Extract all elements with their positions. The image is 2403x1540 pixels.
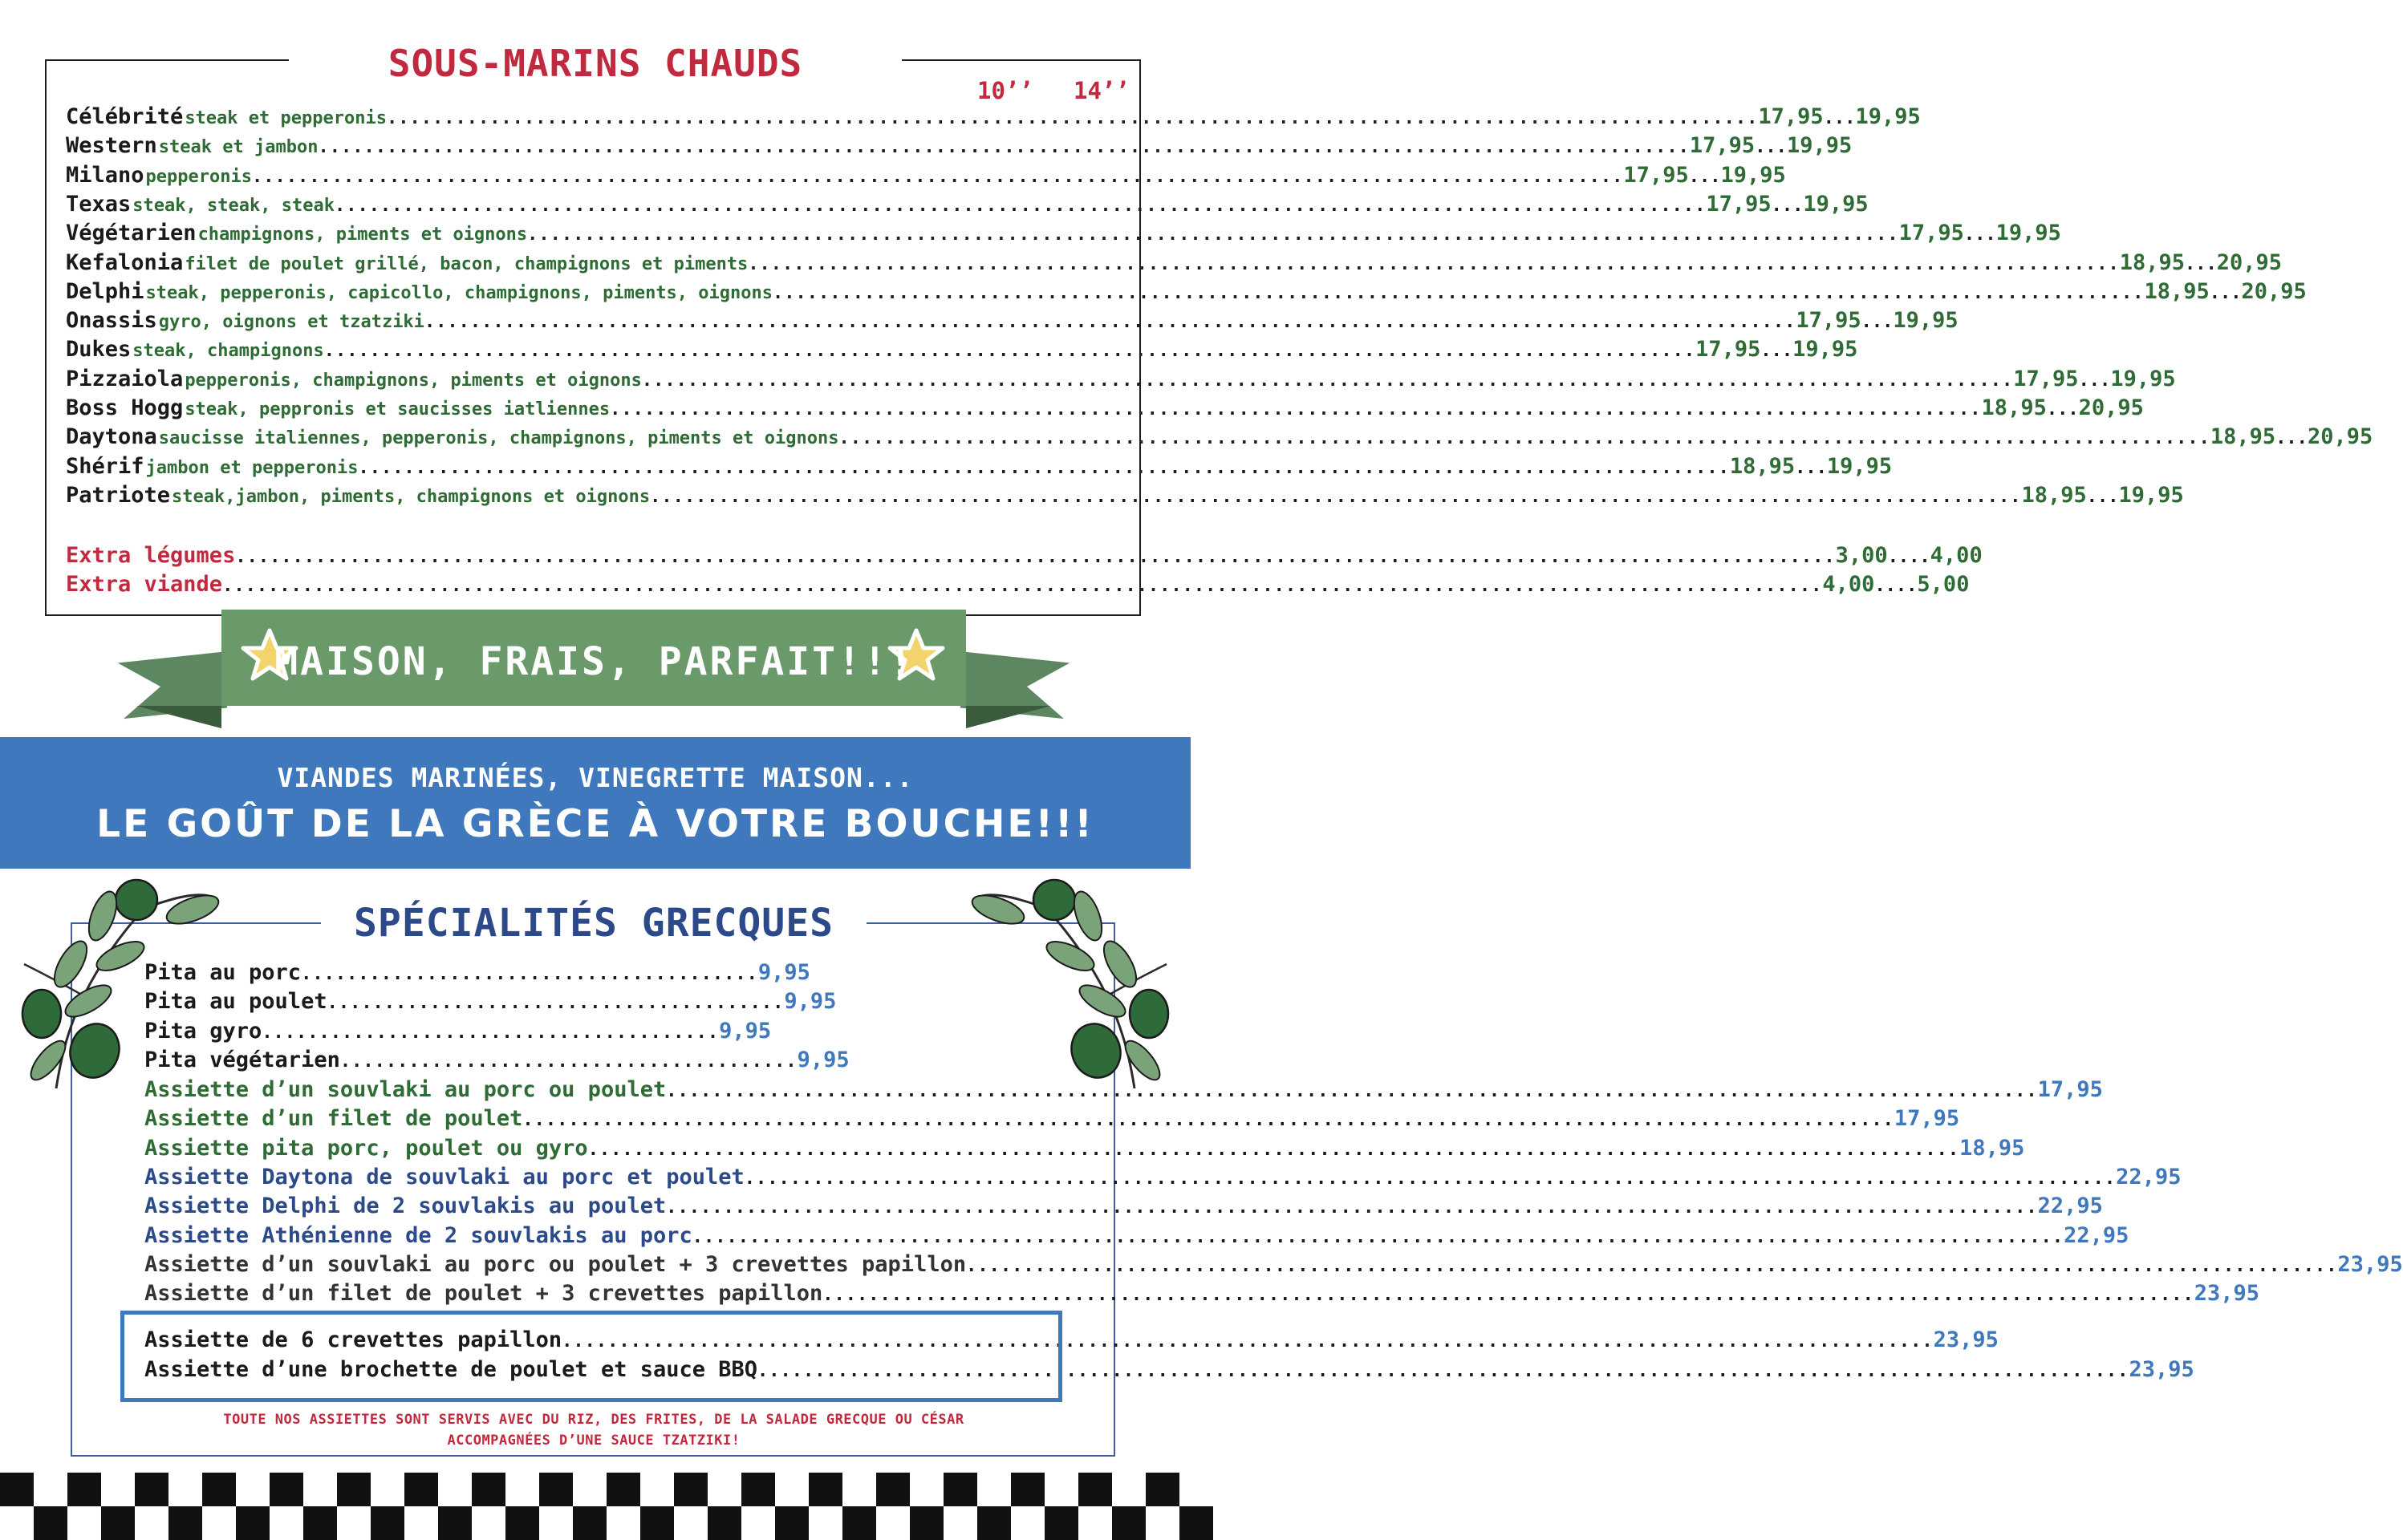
plate-name: Assiette Delphi de 2 souvlakis au poulet: [144, 1194, 667, 1219]
price-14: 19,95: [1786, 133, 1853, 159]
sub-description: steak, steak, steak: [132, 195, 335, 216]
plate-row: [144, 1164, 2182, 1192]
checkerboard-border: [0, 1473, 1191, 1540]
sub-name: Pizzaiola: [66, 366, 184, 391]
leader-dots: ........................................................................................................................: [641, 370, 2014, 391]
leader-dots: ............................................................................................................................................: [235, 547, 1836, 567]
leader-dots: ........................................................................................................................: [650, 486, 2022, 507]
plate-row: [144, 1281, 2259, 1308]
leader-dots: ........................................................................................................................: [527, 225, 1899, 245]
pita-price: 9,95: [757, 960, 810, 985]
price-10: 17,95: [1623, 162, 1689, 188]
sub-row: Célébrité steak et pepperonis ........................................................................................................................ 17,95 ... 19,95: [66, 104, 1921, 129]
pita-row: [144, 1018, 772, 1046]
leader-dots: ........................................................................................................................: [748, 253, 2120, 274]
sub-name: Shérif: [66, 453, 144, 479]
sub-description: filet de poulet grillé, bacon, champignons et piments: [185, 253, 749, 274]
price-14: 19,95: [2118, 482, 2184, 508]
sub-description: gyro, oignons et tzatziki: [158, 312, 424, 333]
sub-name: Végétarien: [66, 221, 197, 246]
price-10: 17,95: [1695, 337, 1761, 363]
plate-name: Assiette Daytona de souvlaki au porc et poulet: [144, 1164, 745, 1189]
plate-price: 22,95: [2116, 1164, 2182, 1189]
leader-dots: ........................................................................................................................: [666, 1198, 2038, 1218]
price-14: 19,95: [1792, 337, 1858, 363]
sub-description: steak,jambon, piments, champignons et oignons: [172, 486, 651, 507]
plate-name: Assiette Athénienne de 2 souvlakis au porc: [144, 1222, 692, 1248]
pita-name: Pita végétarien: [144, 1047, 340, 1072]
sub-description: pepperonis: [145, 166, 252, 187]
price-14: 19,95: [1893, 308, 1959, 334]
sub-description: pepperonis, champignons, piments et oignons: [185, 370, 642, 391]
leader-dots: ........................................................................................................................: [318, 137, 1690, 158]
plate-row: [144, 1222, 2129, 1250]
greek-title: SPÉCIALITÉS GRECQUES: [321, 895, 867, 951]
plate-price: 23,95: [2194, 1281, 2259, 1307]
sub-description: saucisse italiennes, pepperonis, champignons, piments et oignons: [158, 428, 839, 449]
plate-name: Assiette d’une brochette de poulet et sauce BBQ: [144, 1357, 758, 1382]
leader-dots: ........................................................................................................................: [522, 1110, 1894, 1131]
price-10: 18,95: [1981, 395, 2047, 420]
size-label-10: 10’’: [977, 77, 1033, 104]
sub-row: Dukes steak, champignons ........................................................................................................................ 17,95 ... 19,95: [66, 337, 1858, 363]
plate-price: 18,95: [1959, 1135, 2025, 1161]
sub-description: steak et pepperonis: [185, 108, 387, 128]
sub-name: Daytona: [66, 424, 157, 450]
tagline-line1: VIANDES MARINÉES, VINEGRETTE MAISON...: [277, 762, 914, 793]
leader-dots: ........................................................................................................................: [822, 1285, 2194, 1306]
plate-price: 23,95: [2337, 1251, 2403, 1277]
sub-row: Pizzaiola pepperonis, champignons, piments et oignons ........................................................................................................................ 17,95 ... 19,95: [66, 366, 2176, 391]
sub-description: steak et jambon: [158, 137, 319, 158]
sub-name: Célébrité: [66, 104, 184, 129]
price-10: 17,95: [1796, 308, 1861, 334]
leader-dots: ........................................................................................................................: [773, 282, 2145, 303]
plate-price: 23,95: [1933, 1327, 1999, 1352]
sub-row: Végétarien champignons, piments et oignons ........................................................................................................................ 17,95 ... 19,95: [66, 221, 2061, 246]
leader-dots: ........................................................................................................................: [358, 457, 1730, 478]
extra-row: Extra légumes ............................................................................................................................................ 3,00 .... 4,00: [66, 543, 1983, 568]
leader-dots: ........................................................................................................................: [252, 166, 1624, 187]
price-14: 19,95: [1803, 191, 1869, 217]
pita-price: 9,95: [784, 989, 837, 1015]
sub-name: Western: [66, 133, 157, 159]
price-10: 18,95: [2144, 278, 2210, 304]
leader-dots: ........................................: [327, 993, 785, 1014]
sub-name: Boss Hogg: [66, 395, 184, 420]
sub-name: Kefalonia: [66, 249, 184, 275]
leader-dots: ........................................: [262, 1022, 720, 1043]
plate-price: 22,95: [2037, 1194, 2103, 1219]
price-14: 19,95: [1995, 221, 2061, 246]
sub-row: Boss Hogg steak, peppronis et saucisses iatliennes ........................................................................................................................ 18,95 ... 20,95: [66, 395, 2144, 420]
price-10: 17,95: [1689, 133, 1756, 159]
sub-row: Shérif jambon et pepperonis ........................................................................................................................ 18,95 ... 19,95: [66, 453, 1893, 479]
price-10: 18,95: [1729, 453, 1796, 479]
price-10: 18,95: [2021, 482, 2087, 508]
size-label-14: 14’’: [1074, 77, 1130, 104]
pita-row: [144, 1047, 850, 1075]
price-10: 18,95: [2210, 424, 2276, 450]
price-10: 17,95: [2013, 366, 2079, 391]
sub-name: Texas: [66, 191, 132, 217]
pita-row: [144, 960, 810, 987]
sub-row: Daytona saucisse italiennes, pepperonis, champignons, piments et oignons ........................................................................................................................ 18,95 ... 20,95: [66, 424, 2373, 450]
leader-dots: ............................................................................................................................................: [222, 576, 1823, 596]
plates-note-line1: TOUTE NOS ASSIETTES SONT SERVIS AVEC DU RIZ, DES FRITES, DE LA SALADE GRECQUE OU CÉSAR: [223, 1412, 964, 1428]
extra-price-10: 3,00: [1835, 543, 1888, 568]
leader-dots: ........................................: [339, 1051, 798, 1072]
plate-price: 23,95: [2129, 1357, 2194, 1382]
extra-name: Extra légumes: [66, 543, 236, 568]
price-14: 19,95: [1826, 453, 1893, 479]
extra-price-10: 4,00: [1822, 572, 1875, 597]
leader-dots: ........................................................................................................................: [386, 108, 1759, 128]
sub-description: champignons, piments et oignons: [197, 225, 528, 245]
plate-row: [144, 1135, 2025, 1163]
price-14: 20,95: [2241, 278, 2307, 304]
hot-subs-title: SOUS-MARINS CHAUDS: [289, 35, 902, 91]
sub-row: Kefalonia filet de poulet grillé, bacon, champignons et piments ........................................................................................................................ 18,95 ... 20,95: [66, 249, 2283, 275]
extra-row: Extra viande ............................................................................................................................................ 4,00 .... 5,00: [66, 572, 1970, 597]
plate-row: [144, 1077, 2103, 1104]
pita-row: [144, 989, 837, 1016]
leader-dots: ........................................................................................................................: [666, 1081, 2038, 1101]
olive-branch-icon: [958, 876, 1183, 1092]
plate-price: 17,95: [2037, 1077, 2103, 1102]
price-14: 19,95: [2110, 366, 2176, 391]
sub-name: Onassis: [66, 308, 157, 334]
pita-name: Pita au poulet: [144, 989, 327, 1015]
extra-price-14: 5,00: [1917, 572, 1970, 597]
plate-name: Assiette de 6 crevettes papillon: [144, 1327, 562, 1352]
pita-price: 9,95: [797, 1047, 850, 1072]
leader-dots: ........................................................................................................................: [692, 1226, 2064, 1247]
plate-price: 22,95: [2064, 1222, 2129, 1248]
price-14: 20,95: [2307, 424, 2373, 450]
sub-name: Patriote: [66, 482, 171, 508]
plate-price: 17,95: [1894, 1106, 1960, 1132]
leader-dots: ........................................................................................................................: [334, 195, 1707, 216]
plate-row: [144, 1251, 2403, 1279]
sub-row: Texas steak, steak, steak ........................................................................................................................ 17,95 ... 19,95: [66, 191, 1869, 217]
plate-name: Assiette d’un souvlaki au porc ou poulet: [144, 1077, 667, 1102]
leader-dots: ........................................................................................................................: [562, 1331, 1934, 1352]
price-14: 19,95: [1855, 104, 1921, 129]
leader-dots: ........................................................................................................................: [966, 1255, 2338, 1276]
shrimp-highlight-box: [120, 1311, 1062, 1402]
plate-row: [144, 1106, 1960, 1133]
leader-dots: ........................................................................................................................: [424, 312, 1796, 333]
sub-description: steak, champignons: [132, 341, 324, 362]
price-10: 17,95: [1758, 104, 1824, 129]
sub-name: Milano: [66, 162, 144, 188]
pita-name: Pita au porc: [144, 960, 302, 985]
leader-dots: ........................................................................................................................: [838, 428, 2210, 449]
tagline-line2: LE GOÛT DE LA GRÈCE À VOTRE BOUCHE!!!: [96, 802, 1094, 846]
plate-name: Assiette d’un filet de poulet + 3 crevettes papillon: [144, 1281, 823, 1307]
pita-price: 9,95: [719, 1018, 772, 1044]
price-14: 20,95: [2216, 249, 2283, 275]
plate-row: [144, 1194, 2103, 1221]
pita-name: Pita gyro: [144, 1018, 262, 1044]
sub-row: Onassis gyro, oignons et tzatziki ........................................................................................................................ 17,95 ... 19,95: [66, 308, 1959, 334]
leader-dots: ........................................: [301, 964, 758, 984]
plate-name: Assiette d’un souvlaki au porc ou poulet + 3 crevettes papillon: [144, 1251, 967, 1277]
price-10: 17,95: [1898, 221, 1964, 246]
sub-row: Western steak et jambon ........................................................................................................................ 17,95 ... 19,95: [66, 133, 1853, 159]
plates-note-line2: ACCOMPAGNÉES D’UNE SAUCE TZATZIKI!: [447, 1433, 741, 1449]
price-10: 18,95: [2119, 249, 2186, 275]
sub-row: Delphi steak, pepperonis, capicollo, champignons, piments, oignons ........................................................................................................................ 18,95 ... 20,95: [66, 278, 2307, 304]
price-14: 20,95: [2078, 395, 2144, 420]
leader-dots: ........................................................................................................................: [323, 341, 1696, 362]
plate-name: Assiette d’un filet de poulet: [144, 1106, 523, 1132]
sub-name: Dukes: [66, 337, 132, 363]
price-14: 19,95: [1720, 162, 1786, 188]
plate-name: Assiette pita porc, poulet ou gyro: [144, 1135, 588, 1161]
leader-dots: ........................................................................................................................: [587, 1139, 1960, 1160]
extra-price-14: 4,00: [1930, 543, 1983, 568]
sub-description: steak, peppronis et saucisses iatliennes: [185, 399, 611, 419]
leader-dots: ........................................................................................................................: [744, 1168, 2117, 1189]
extra-name: Extra viande: [66, 572, 223, 597]
sub-name: Delphi: [66, 278, 144, 304]
sub-row: Patriote steak,jambon, piments, champignons et oignons ........................................................................................................................ 18,95 ... 19,95: [66, 482, 2184, 508]
sub-row: Milano pepperonis ........................................................................................................................ 17,95 ... 19,95: [66, 162, 1786, 188]
banner-text: MAISON, FRAIS, PARFAIT!!!: [274, 639, 915, 684]
leader-dots: ........................................................................................................................: [757, 1361, 2129, 1381]
sub-description: steak, pepperonis, capicollo, champignons, piments, oignons: [145, 282, 773, 303]
price-10: 17,95: [1706, 191, 1772, 217]
leader-dots: ........................................................................................................................: [610, 399, 1982, 419]
sub-description: jambon et pepperonis: [145, 457, 359, 478]
